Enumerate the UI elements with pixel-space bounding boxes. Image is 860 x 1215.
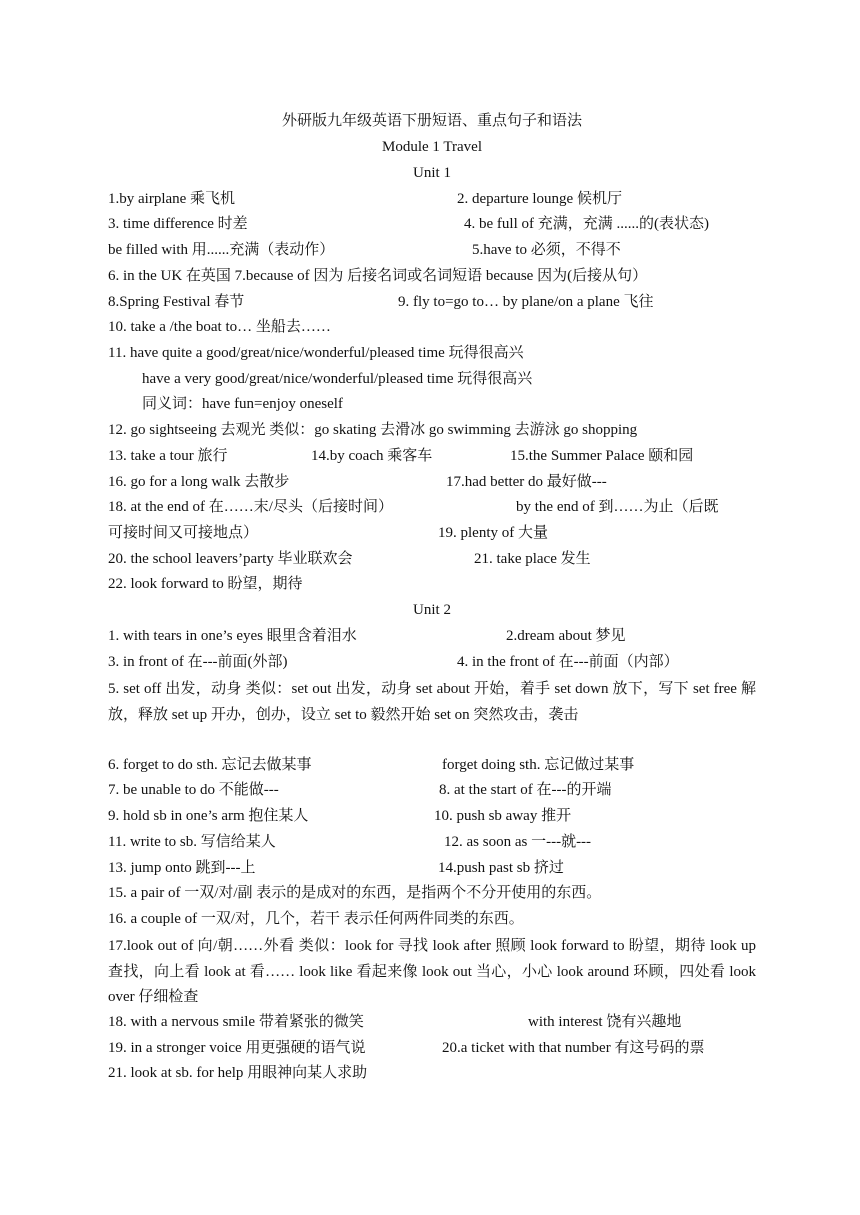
document-title: 外研版九年级英语下册短语、重点句子和语法	[281, 113, 582, 129]
phrase-line: 12. go sightseeing 去观光 类似：go skating 去滑冰 go swimming 去游泳 go shopping	[108, 422, 638, 438]
phrase-entry: 20. the school leavers’party 毕业联欢会	[108, 551, 353, 567]
phrase-line	[108, 189, 756, 209]
phrase-entry: 21. take place 发生	[474, 551, 591, 567]
phrase-paragraph: 17.look out of 向/朝……外看 类似：look for 寻找 look after 照顾 look forward to 盼望，期待 look up 查找，向上看 look at 看…… look like 看起来像 look out 当心，小心 look around 环顾，四处看 look over 仔细检查	[108, 938, 756, 1006]
phrase-entry: 4. in the front of 在---前面（内部）	[457, 654, 679, 670]
phrase-entry: with interest 饶有兴趣地	[528, 1014, 682, 1030]
phrase-line	[108, 755, 756, 775]
phrase-line: 21. look at sb. for help 用眼神向某人求助	[108, 1065, 368, 1081]
phrase-entry: 1.by airplane 乘飞机	[108, 191, 236, 207]
phrase-line	[108, 497, 756, 517]
phrase-paragraph: 5. set off 出发，动身 类似：set out 出发，动身 set about 开始，着手 set down 放下，写下 set free 解放，释放 set up 开办，创办，设立 set to 毅然开始 set on 突然攻击，袭击	[108, 681, 756, 723]
phrase-entry: 18. at the end of 在……末/尽头（后接时间）	[108, 499, 393, 515]
phrase-line: have a very good/great/nice/wonderful/pleased time 玩得很高兴	[142, 371, 533, 387]
phrase-entry: 9. hold sb in one’s arm 抱住某人	[108, 808, 309, 824]
phrase-entry: 17.had better do 最好做---	[446, 474, 607, 490]
phrase-line: 10. take a /the boat to… 坐船去……	[108, 319, 331, 335]
phrase-entry: 14.by coach 乘客车	[311, 448, 433, 464]
phrase-line	[108, 523, 756, 543]
phrase-line	[108, 472, 756, 492]
phrase-entry: 18. with a nervous smile 带着紧张的微笑	[108, 1014, 364, 1030]
phrase-entry: 19. plenty of 大量	[438, 525, 548, 541]
phrase-entry: 13. take a tour 旅行	[108, 448, 228, 464]
phrase-entry: 3. in front of 在---前面(外部)	[108, 654, 288, 670]
phrase-line	[108, 652, 756, 672]
phrase-entry: 11. write to sb. 写信给某人	[108, 834, 276, 850]
phrase-entry: 可接时间又可接地点）	[108, 525, 259, 541]
phrase-line	[108, 832, 756, 852]
phrase-entry: 13. jump onto 跳到---上	[108, 860, 256, 876]
phrase-line: 22. look forward to 盼望，期待	[108, 576, 303, 592]
phrase-entry: by the end of 到……为止（后既	[516, 499, 719, 515]
phrase-entry: 8.Spring Festival 春节	[108, 294, 245, 310]
phrase-line: 6. in the UK 在英国 7.because of 因为 后接名词或名词短语 because 因为(后接从句）	[108, 268, 648, 284]
module-heading: Module 1 Travel	[381, 139, 482, 155]
unit2-heading: Unit 2	[413, 602, 451, 618]
phrase-line	[108, 214, 756, 234]
phrase-entry: 3. time difference 时差	[108, 216, 248, 232]
phrase-line: 16. a couple of 一双/对，几个，若干 表示任何两件同类的东西。	[108, 911, 524, 927]
phrase-entry: 6. forget to do sth. 忘记去做某事	[108, 757, 312, 773]
phrase-line	[108, 446, 756, 466]
phrase-entry: 2. departure lounge 候机厅	[457, 191, 622, 207]
phrase-entry: 16. go for a long walk 去散步	[108, 474, 290, 490]
phrase-entry: 12. as soon as 一---就---	[444, 834, 592, 850]
phrase-entry: 7. be unable to do 不能做---	[108, 782, 279, 798]
phrase-entry: 15.the Summer Palace 颐和园	[510, 448, 694, 464]
phrase-line: 同义词：have fun=enjoy oneself	[142, 396, 343, 412]
phrase-line	[108, 1012, 756, 1032]
phrase-entry: 9. fly to=go to… by plane/on a plane 飞往	[398, 294, 654, 310]
phrase-entry: 4. be full of 充满，充满 ......的(表状态)	[464, 216, 709, 232]
phrase-line	[108, 806, 756, 826]
phrase-entry: be filled with 用......充满（表动作）	[108, 242, 335, 258]
phrase-entry: 1. with tears in one’s eyes 眼里含着泪水	[108, 628, 357, 644]
phrase-line: 15. a pair of 一双/对/副 表示的是成对的东西，是指两个不分开使用的东西。	[108, 885, 602, 901]
phrase-entry: 2.dream about 梦见	[506, 628, 626, 644]
unit1-heading: Unit 1	[413, 165, 451, 181]
phrase-line	[108, 292, 756, 312]
phrase-line	[108, 858, 756, 878]
phrase-entry: 8. at the start of 在---的开端	[439, 782, 612, 798]
phrase-line	[108, 549, 756, 569]
phrase-line	[108, 780, 756, 800]
phrase-line	[108, 626, 756, 646]
phrase-entry: 14.push past sb 挤过	[438, 860, 564, 876]
phrase-entry: 5.have to 必须，不得不	[472, 242, 621, 258]
phrase-line: 11. have quite a good/great/nice/wonderful/pleased time 玩得很高兴	[108, 345, 524, 361]
phrase-entry: 19. in a stronger voice 用更强硬的语气说	[108, 1040, 366, 1056]
phrase-entry: 10. push sb away 推开	[434, 808, 572, 824]
phrase-entry: 20.a ticket with that number 有这号码的票	[442, 1040, 705, 1056]
phrase-entry: forget doing sth. 忘记做过某事	[442, 757, 635, 773]
phrase-line	[108, 1038, 756, 1058]
phrase-line	[108, 240, 756, 260]
